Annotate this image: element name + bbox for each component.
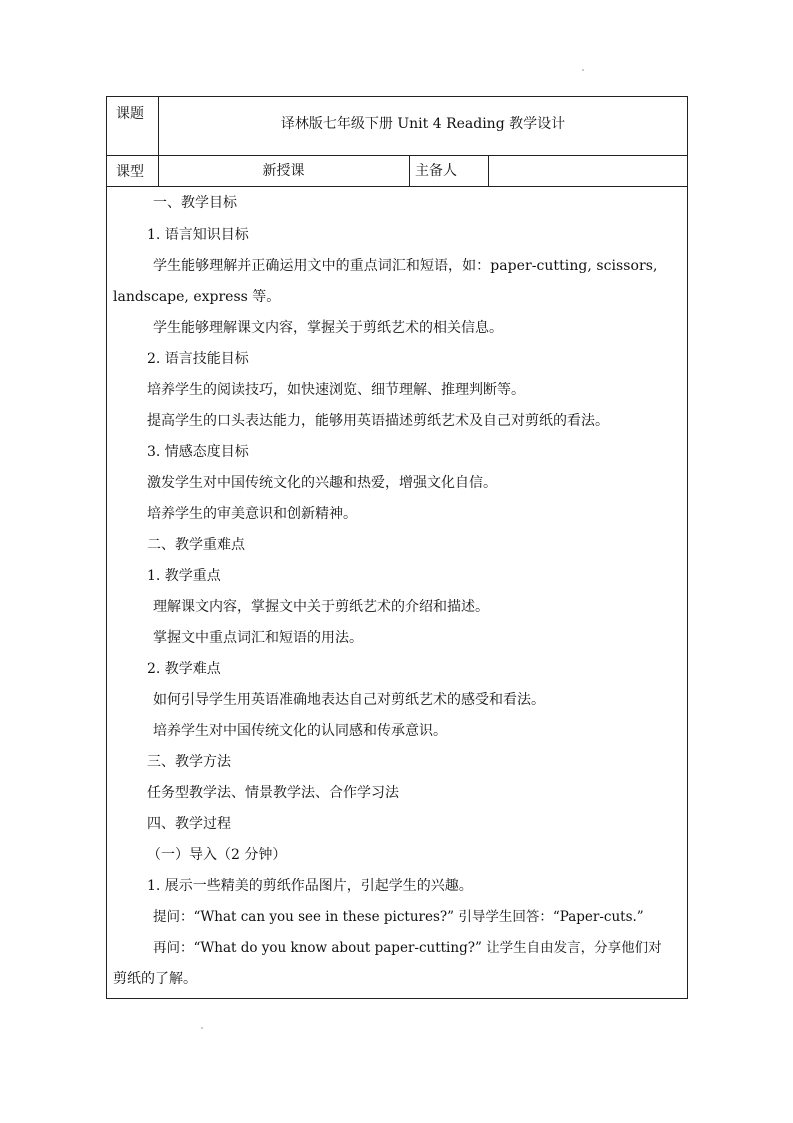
scan-speck: [582, 69, 584, 71]
label-preparer: 主备人: [415, 163, 457, 179]
body-paragraph: 任务型教学法、情景教学法、合作学习法: [147, 785, 399, 801]
body-paragraph: 1. 展示一些精美的剪纸作品图片，引起学生的兴趣。: [147, 878, 473, 894]
body-paragraph: 如何引导学生用英语准确地表达自己对剪纸艺术的感受和看法。: [153, 692, 545, 708]
body-paragraph: 提高学生的口头表达能力，能够用英语描述剪纸艺术及自己对剪纸的看法。: [147, 413, 609, 429]
body-paragraph: 理解课文内容，掌握文中关于剪纸艺术的介绍和描述。: [153, 599, 489, 615]
body-paragraph: 提问：“What can you see in these pictures?” 引导学生回答：“Paper-cuts.”: [153, 909, 644, 925]
row-divider-title: [107, 155, 687, 156]
body-paragraph: 掌握文中重点词汇和短语的用法。: [153, 630, 363, 646]
scan-speck: [201, 1027, 203, 1029]
body-paragraph: 再问：“What do you know about paper-cutting?” 让学生自由发言，分享他们对: [153, 940, 662, 956]
subsection-heading: 1. 语言知识目标: [147, 227, 249, 243]
label-topic: 课题: [116, 106, 144, 122]
body-paragraph: 培养学生对中国传统文化的认同感和传承意识。: [153, 723, 447, 739]
body-paragraph: landscape, express 等。: [113, 289, 281, 305]
section-heading: 三、教学方法: [147, 754, 231, 770]
body-paragraph: 剪纸的了解。: [113, 971, 197, 987]
subsection-heading: （一）导入（2 分钟）: [147, 847, 287, 863]
body-paragraph: 学生能够理解课文内容，掌握关于剪纸艺术的相关信息。: [153, 320, 503, 336]
body-paragraph: 学生能够理解并正确运用文中的重点词汇和短语，如：paper-cutting, scissors,: [153, 258, 658, 274]
body-paragraph: 培养学生的阅读技巧，如快速浏览、细节理解、推理判断等。: [147, 382, 525, 398]
section-heading: 四、教学过程: [147, 816, 231, 832]
col-divider-preparer-label: [409, 155, 410, 186]
label-type: 课型: [116, 164, 144, 180]
row-divider-type: [107, 186, 687, 187]
subsection-heading: 2. 语言技能目标: [147, 351, 249, 367]
page-title: 译林版七年级下册 Unit 4 Reading 教学设计: [280, 116, 566, 132]
section-heading: 一、教学目标: [153, 195, 237, 211]
body-paragraph: 激发学生对中国传统文化的兴趣和热爱，增强文化自信。: [147, 475, 497, 491]
body-paragraph: 培养学生的审美意识和创新精神。: [147, 506, 357, 522]
subsection-heading: 3. 情感态度目标: [147, 444, 249, 460]
subsection-heading: 2. 教学难点: [147, 661, 221, 677]
type-value: 新授课: [262, 163, 305, 179]
lesson-plan-table: [106, 96, 688, 999]
section-heading: 二、教学重难点: [147, 537, 245, 553]
col-divider-preparer-value: [488, 155, 489, 186]
subsection-heading: 1. 教学重点: [147, 568, 221, 584]
